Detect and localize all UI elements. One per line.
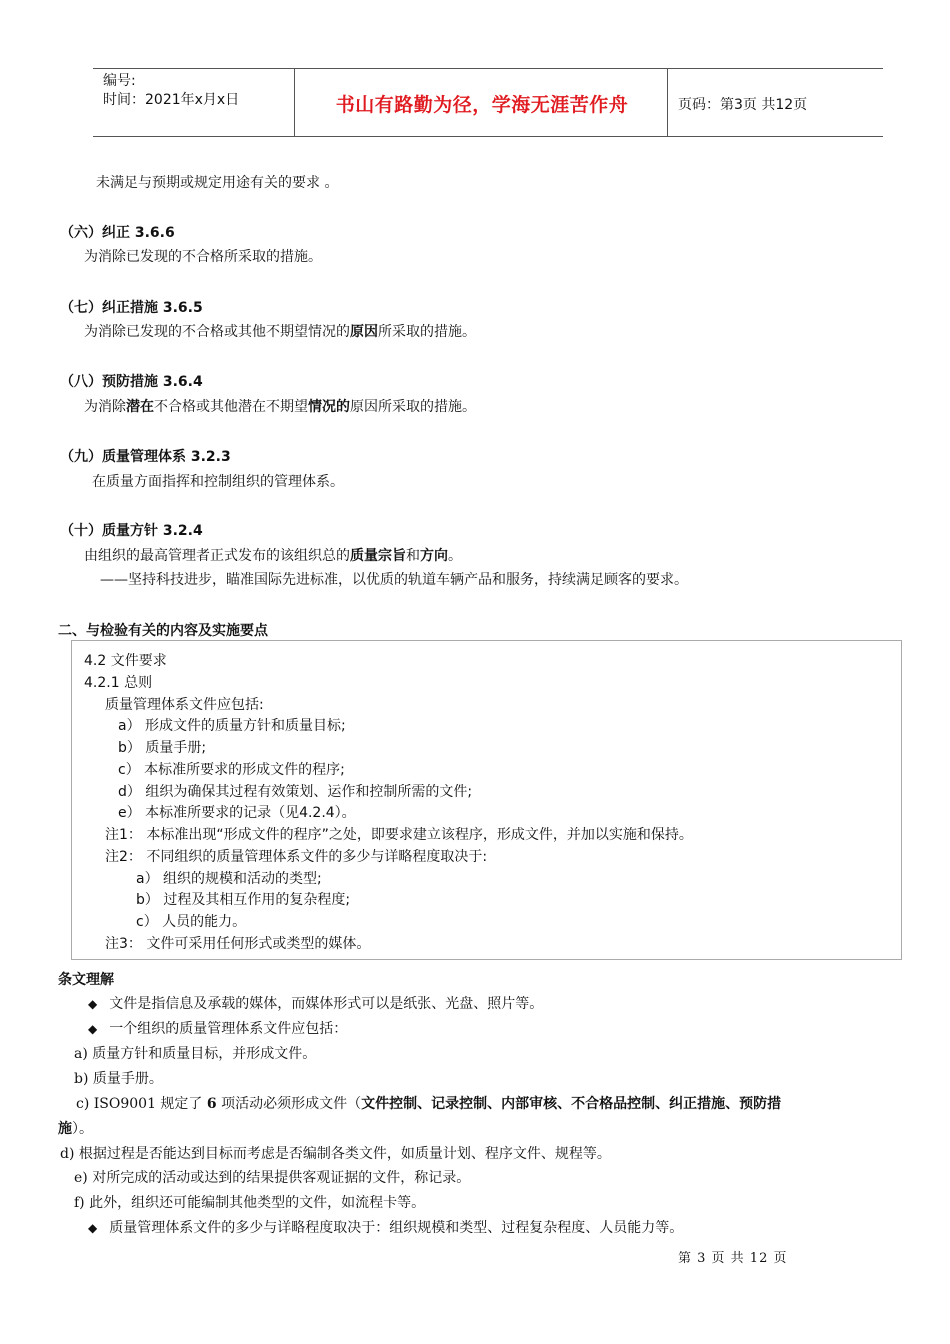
box-note-2-item-b: b） 过程及其相互作用的复杂程度; (136, 892, 351, 908)
definition-title-10: （十）质量方针 3.2.4 (60, 523, 203, 539)
quality-policy-statement: ——坚持科技进步，瞄准国际先进标准，以优质的轨道车辆产品和服务，持续满足顾客的要求。 (100, 572, 688, 588)
diamond-bullet-icon: ◆ (88, 997, 98, 1011)
understanding-title: 条文理解 (58, 972, 114, 988)
definition-text-7: 为消除已发现的不合格或其他不期望情况的原因所采取的措施。 (84, 324, 476, 340)
definition-text-9: 在质量方面指挥和控制组织的管理体系。 (92, 474, 344, 490)
box-note-1: 注1： 本标准出现“形成文件的程序”之处，即要求建立该程序，形成文件，并加以实施和保持。 (105, 827, 693, 843)
header-time: 时间：2021年x月x日 (103, 92, 240, 108)
definition-text-6: 为消除已发现的不合格所采取的措施。 (84, 249, 322, 265)
box-item-b: b） 质量手册; (118, 740, 207, 756)
definition-title-9: （九）质量管理体系 3.2.3 (60, 449, 231, 465)
page-footer: 第 3 页 共 12 页 (678, 1251, 788, 1266)
diamond-bullet-icon: ◆ (88, 1022, 98, 1036)
definition-title-7: （七）纠正措施 3.6.5 (60, 300, 203, 316)
definition-title-8: （八）预防措施 3.6.4 (60, 374, 203, 390)
box-note-2: 注2： 不同组织的质量管理体系文件的多少与详略程度取决于: (105, 849, 488, 865)
box-note-3: 注3： 文件可采用任何形式或类型的媒体。 (105, 936, 371, 952)
box-note-2-item-c: c） 人员的能力。 (136, 914, 247, 930)
understanding-item-c: c) ISO9001 规定了 6 项活动必须形成文件（文件控制、记录控制、内部审核、不合格品控制、纠正措施、预防措 (76, 1096, 782, 1112)
definition-text-10: 由组织的最高管理者正式发布的该组织总的质量宗旨和方向。 (84, 548, 462, 564)
section-two-title: 二、与检验有关的内容及实施要点 (58, 623, 268, 639)
box-item-e: e） 本标准所要求的记录（见4.2.4）。 (118, 805, 356, 821)
definition-title-6: （六）纠正 3.6.6 (60, 225, 175, 241)
header-meta (103, 72, 239, 110)
definition-text-8: 为消除潜在不合格或其他潜在不期望情况的原因所采取的措施。 (84, 399, 476, 415)
box-intro: 质量管理体系文件应包括: (105, 697, 264, 713)
header-page-number: 页码：第3页 共12页 (678, 97, 808, 113)
understanding-bullet-2: ◆ 一个组织的质量管理体系文件应包括： (88, 1021, 348, 1037)
header-number: 编号: (103, 73, 136, 89)
box-item-a: a） 形成文件的质量方针和质量目标; (118, 718, 346, 734)
intro-line: 未满足与预期或规定用途有关的要求 。 (96, 175, 339, 191)
understanding-item-f: f) 此外，组织还可能编制其他类型的文件，如流程卡等。 (74, 1195, 426, 1211)
header-motto: 书山有路勤为径，学海无涯苦作舟 (335, 94, 629, 116)
understanding-item-b: b) 质量手册。 (74, 1071, 163, 1087)
header-divider-1 (294, 69, 295, 136)
box-item-c: c） 本标准所要求的形成文件的程序; (118, 762, 345, 778)
box-item-d: d） 组织为确保其过程有效策划、运作和控制所需的文件; (118, 784, 473, 800)
understanding-item-e: e) 对所完成的活动或达到的结果提供客观证据的文件，称记录。 (74, 1170, 471, 1186)
box-clause-4-2: 4.2 文件要求 (84, 653, 167, 669)
understanding-item-d: d) 根据过程是否能达到目标而考虑是否编制各类文件，如质量计划、程序文件、规程等。 (60, 1146, 611, 1162)
diamond-bullet-icon: ◆ (88, 1221, 98, 1235)
understanding-item-c-cont: 施）。 (58, 1121, 93, 1137)
box-note-2-item-a: a） 组织的规模和活动的类型; (136, 871, 322, 887)
header-top-rule (93, 68, 883, 69)
box-clause-4-2-1: 4.2.1 总则 (84, 675, 153, 691)
header-bottom-rule (93, 136, 883, 137)
understanding-bullet-1: ◆ 文件是指信息及承载的媒体，而媒体形式可以是纸张、光盘、照片等。 (88, 996, 544, 1012)
understanding-item-a: a) 质量方针和质量目标，并形成文件。 (74, 1046, 317, 1062)
understanding-bullet-3: ◆ 质量管理体系文件的多少与详略程度取决于：组织规模和类型、过程复杂程度、人员能力等。 (88, 1220, 684, 1236)
